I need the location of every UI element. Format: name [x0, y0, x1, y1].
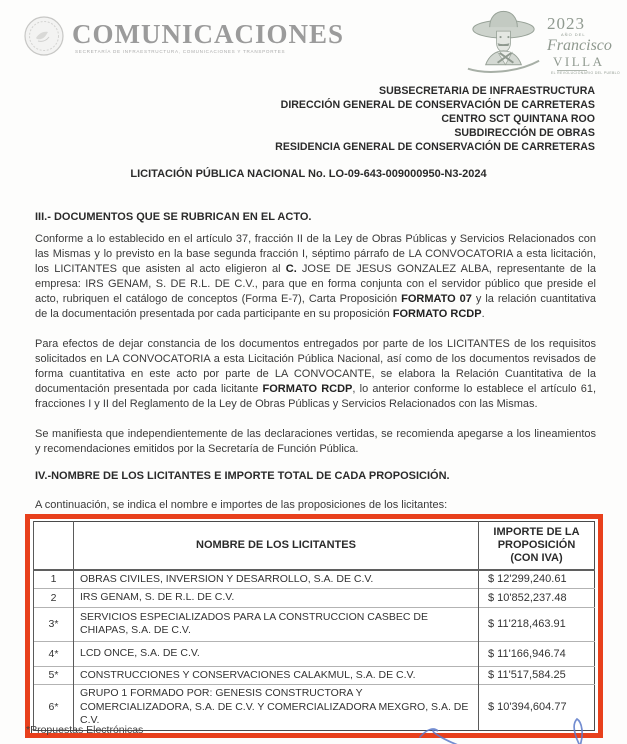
cell-num: 1	[34, 570, 74, 589]
cell-name: IRS GENAM, S. DE R.L. DE C.V.	[74, 589, 479, 608]
cell-num: 3*	[34, 607, 74, 641]
cell-num: 5*	[34, 666, 74, 685]
section-3-heading: III.- DOCUMENTOS QUE SE RUBRICAN EN EL ACTO.	[35, 211, 312, 223]
villa-pre-text: AÑO DEL	[561, 32, 586, 37]
table-header-row	[34, 522, 595, 570]
red-highlight-box	[25, 514, 603, 738]
villa-year: 2023	[547, 14, 586, 33]
cell-amount: $ 10'852,237.48	[479, 589, 595, 608]
department-header-line: SUBDIRECCIÓN DE OBRAS	[454, 127, 595, 139]
cell-num: 4*	[34, 641, 74, 666]
department-header-line: SUBSECRETARIA DE INFRAESTRUCTURA	[379, 85, 595, 97]
section-4-heading: IV.-NOMBRE DE LOS LICITANTES E IMPORTE TOTAL DE CADA PROPOSICIÓN.	[35, 470, 450, 482]
cell-amount: $ 11'517,584.25	[479, 666, 595, 685]
brand-title: COMUNICACIONES	[72, 19, 345, 49]
cell-name: GRUPO 1 FORMADO POR: GENESIS CONSTRUCTORA Y COMERCIALIZADORA, S.A. DE C.V. Y COMERCIALIZADORA MEXGRO, S.A. DE C.V.	[74, 685, 479, 731]
comunicaciones-logo	[22, 12, 344, 60]
cell-name: SERVICIOS ESPECIALIZADOS PARA LA CONSTRUCCION CASBEC DE CHIAPAS, S.A. DE C.V.	[74, 607, 479, 641]
villa-divider	[557, 70, 587, 71]
licitantes-table	[33, 521, 595, 731]
cell-amount: $ 11'166,946.74	[479, 641, 595, 666]
table-row	[34, 666, 595, 685]
villa-script-name: Francisco	[547, 37, 612, 54]
col-header-number	[34, 522, 74, 570]
table-row	[34, 570, 595, 589]
paragraph: Conforme a lo establecido en el artículo 37, fracción II de la Ley de Obras Públicas y Servicios Relacionados con las Mismas y lo previsto en la base segunda fracción I, séptimo párrafo de LA CONVOCATORIA a esta licitación, los LICITANTES que asisten al acto eligieron al C. JOSE DE JESUS GONZALEZ ALBA, representante de la empresa: IRS GENAM, S. DE R.L. DE C.V., para que en forma conjunta con el servidor público que preside el acto, rubriquen el catálogo de conceptos (Forma E-7), Carta Proposición FORMATO 07 y la relación cuantitativa de la documentación presentada por cada participante en su proposición FORMATO RCDP.	[35, 233, 596, 320]
electronic-proposals-footnote: *Propuestas Electrónicas	[26, 724, 144, 736]
francisco-villa-2023-logo	[462, 5, 620, 77]
department-header-line: RESIDENCIA GENERAL DE CONSERVACIÓN DE CARRETERAS	[275, 141, 595, 153]
department-header-line: CENTRO SCT QUINTANA ROO	[441, 113, 595, 125]
paragraph: Se manifiesta que independientemente de las declaraciones vertidas, se recomienda apegarse a los lineamientos y recomendaciones emitidos por la Secretaría de Función Pública.	[35, 428, 596, 455]
department-header-line: DIRECCIÓN GENERAL DE CONSERVACIÓN DE CARRETERAS	[280, 99, 595, 111]
department-header	[275, 84, 595, 154]
villa-caps-name: VILLA	[553, 54, 605, 69]
cell-amount: $ 10'394,604.77	[479, 685, 595, 731]
cell-amount: $ 11'218,463.91	[479, 607, 595, 641]
villa-portrait-icon	[462, 5, 545, 77]
cell-num: 2	[34, 589, 74, 608]
table-row	[34, 589, 595, 608]
cell-name: OBRAS CIVILES, INVERSION Y DESARROLLO, S.A. DE C.V.	[74, 570, 479, 589]
cell-name: LCD ONCE, S.A. DE C.V.	[74, 641, 479, 666]
section-4-intro: A continuación, se indica el nombre e importes de las proposiciones de los licitantes:	[35, 499, 448, 511]
body-paragraphs	[35, 232, 596, 472]
brand-subtitle: SECRETARÍA DE INFRAESTRUCTURA, COMUNICACIONES Y TRANSPORTES	[75, 49, 286, 54]
villa-tagline: EL REVOLUCIONARIO DEL PUEBLO	[551, 71, 620, 75]
government-seal-icon	[22, 12, 66, 60]
col-header-name: NOMBRE DE LOS LICITANTES	[74, 522, 479, 570]
col-header-amount: IMPORTE DE LA PROPOSICIÓN (CON IVA)	[479, 522, 595, 570]
table-row	[34, 641, 595, 666]
paragraph: Para efectos de dejar constancia de los documentos entregados por parte de los LICITANTES de los requisitos solicitados en LA CONVOCATORIA a esta Licitación Pública Nacional, así como de los documentos revisados de forma cuantitativa en este acto por parte de LA CONVOCANTE, se elabora la Relación Cuantitativa de la documentación presentada por cada licitante FORMATO RCDP, lo anterior conforme lo establece el artículo 61, fracciones I y II del Reglamento de la Ley de Obras Públicas y Servicios Relacionados con las Mismas.	[35, 338, 597, 410]
cell-amount: $ 12'299,240.61	[479, 570, 595, 589]
document-title: LICITACIÓN PÚBLICA NACIONAL No. LO-09-643-009000950-N3-2024	[130, 168, 487, 180]
cell-num: 6*	[34, 685, 74, 731]
cell-name: CONSTRUCCIONES Y CONSERVACIONES CALAKMUL, S.A. DE C.V.	[74, 666, 479, 685]
table-row	[34, 607, 595, 641]
